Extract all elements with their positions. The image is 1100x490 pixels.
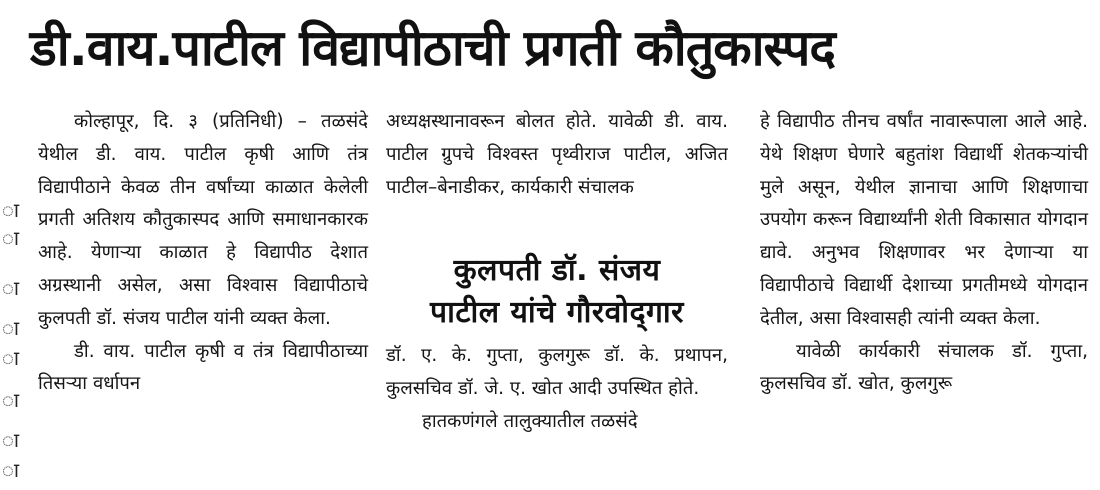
subheadline-line-1: कुलपती डॉ. संजय (453, 253, 661, 288)
subheadline (386, 250, 728, 334)
margin-glyph: ा (2, 316, 20, 340)
subheadline-line-2: पाटील यांचे गौरवोद्‌गार (430, 295, 684, 330)
margin-glyph: ा (2, 388, 20, 412)
article-column-2 (386, 106, 728, 438)
margin-glyph: ा (2, 428, 20, 452)
paragraph: हातकणंगले तालुक्यातील तळसंदे (422, 410, 638, 432)
paragraph-dateline: कोल्हापूर, दि. ३ (प्रतिनिधी) – तळसंदे येथील डी. वाय. पाटील कृषी आणि तंत्र विद्यापीठाने केवळ तीन वर्षांच्या काळात केलेली प्रगती अतिशय कौतुकास्पद आणि समाधानकारक आहे. येणाऱ्या काळात हे विद्यापीठ देशात अग्रस्थानी असेल, असा विश्वास विद्यापीठाचे कुलपती डॉ. संजय पाटील यांनी व्यक्त केला. (38, 111, 368, 329)
article-column-1 (38, 106, 368, 401)
margin-glyph: ा (2, 346, 20, 370)
article-column-3 (760, 106, 1088, 401)
margin-glyph: ा (2, 226, 20, 250)
paragraph: अध्यक्षस्थानावरून बोलत होते. यावेळी डी. वाय. पाटील ग्रुपचे विश्वस्त पृथ्वीराज पाटील, अजित पाटील–बेनाडीकर, कार्यकारी संचालक (386, 111, 728, 198)
adjacent-column-fragment (2, 100, 20, 480)
paragraph: डॉ. ए. के. गुप्ता, कुलगुरू डॉ. के. प्रथापन, कुलसचिव डॉ. जे. ए. खोत आदी उपस्थित होते. (386, 345, 728, 399)
paragraph: हे विद्यापीठ तीनच वर्षांत नावारूपाला आले आहे. येथे शिक्षण घेणारे बहुतांश विद्यार्थी शेतकऱ्यांची मुले असून, येथील ज्ञानाचा आणि शिक्षणाचा उपयोग करून विद्यार्थ्यांनी शेती विकासात योगदान द्यावे. अनुभव शिक्षणावर भर देणाऱ्या या विद्यापीठाचे विद्यार्थी देशाच्या प्रगतीमध्ये योगदान देतील, असा विश्वासही त्यांनी व्यक्त केला. (760, 111, 1088, 329)
paragraph: डी. वाय. पाटील कृषी व तंत्र विद्यापीठाच्या तिसऱ्या वर्धापन (38, 340, 368, 395)
margin-glyph: ा (2, 458, 20, 482)
margin-glyph: ा (2, 198, 20, 222)
margin-glyph: ा (2, 276, 20, 300)
paragraph: यावेळी कार्यकारी संचालक डॉ. गुप्ता, कुलसचिव डॉ. खोत, कुलगुरू (760, 340, 1088, 395)
headline: डी.वाय.पाटील विद्यापीठाची प्रगती कौतुकास्पद (30, 19, 835, 77)
